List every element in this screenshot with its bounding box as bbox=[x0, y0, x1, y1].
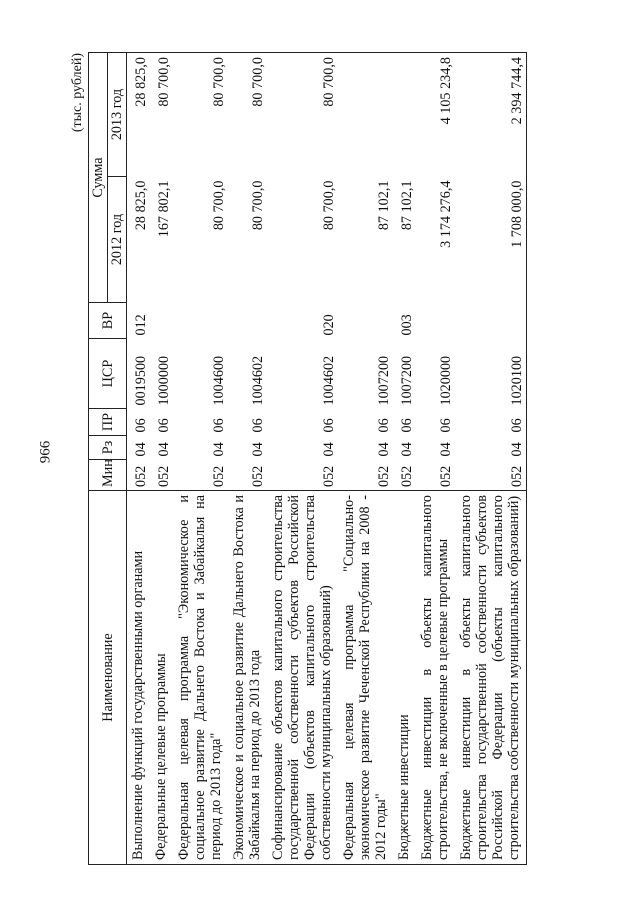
row-vr bbox=[173, 303, 228, 339]
row-rz: 04 bbox=[321, 442, 337, 457]
row-2013: 80 700,0 bbox=[228, 53, 267, 177]
row-rz: 04 bbox=[376, 442, 392, 457]
row-min: 052 bbox=[133, 465, 149, 487]
row-pr: 06 bbox=[376, 418, 392, 433]
row-pr: 06 bbox=[438, 418, 454, 433]
row-min: 052 bbox=[321, 465, 337, 487]
row-rz: 04 bbox=[399, 442, 415, 457]
row-2012: 80 700,0 bbox=[211, 180, 227, 231]
row-2013: 80 700,0 bbox=[150, 53, 173, 177]
table-header bbox=[89, 53, 127, 865]
row-2013 bbox=[393, 53, 416, 177]
row-name: Софинансирование объектов капитального строительства государственной собственности субъектов Российской Федерации (объектов капитального строительства собственности муниципальных образований) bbox=[267, 491, 338, 865]
row-csr: 1004602 bbox=[250, 355, 266, 406]
row-2012: 1 708 000,0 bbox=[455, 177, 527, 303]
header-vr: ВР bbox=[89, 303, 127, 339]
row-pr: 06 bbox=[211, 418, 227, 433]
row-2012: 87 102,1 bbox=[376, 180, 392, 231]
row-min: 052 bbox=[156, 465, 172, 487]
row-name: Бюджетные инвестиции в объекты капитального строительства государственной собственности субъектов Российской Федерации (объекты капитального строительства собственности муниципальных образований) bbox=[455, 491, 527, 865]
row-2012: 28 825,0 bbox=[133, 180, 149, 231]
row-rz: 04 bbox=[156, 442, 172, 457]
row-vr: 012 bbox=[133, 314, 149, 336]
row-pr: 06 bbox=[321, 418, 337, 433]
row-pr: 06 bbox=[133, 418, 149, 433]
row-csr: 1020000 bbox=[438, 355, 454, 406]
row-rz: 04 bbox=[455, 436, 527, 460]
table-row bbox=[150, 53, 173, 865]
row-2012: 3 174 276,4 bbox=[438, 180, 454, 248]
row-csr: 1000000 bbox=[156, 355, 172, 406]
row-pr: 06 bbox=[399, 418, 415, 433]
row-csr: 1020100 bbox=[455, 339, 527, 409]
row-min: 052 bbox=[211, 465, 227, 487]
header-name: Наименование bbox=[89, 491, 127, 865]
row-vr bbox=[150, 303, 173, 339]
table-row bbox=[173, 53, 228, 865]
row-2013: 2 394 744,4 bbox=[455, 53, 527, 177]
table-row bbox=[267, 53, 338, 865]
row-name: Федеральные целевые программы bbox=[150, 491, 173, 865]
row-min: 052 bbox=[376, 465, 392, 487]
header-sum: Сумма bbox=[89, 53, 108, 303]
table-row bbox=[228, 53, 267, 865]
header-csr: ЦСР bbox=[89, 339, 127, 409]
row-vr bbox=[455, 303, 527, 339]
row-pr: 06 bbox=[455, 409, 527, 436]
row-vr bbox=[228, 303, 267, 339]
table-row bbox=[393, 53, 416, 865]
header-min: Мин bbox=[89, 460, 127, 491]
row-csr: 1004600 bbox=[211, 355, 227, 406]
row-name: Экономическое и социальное развитие Дальнего Востока и Забайкалья на период до 2013 года bbox=[228, 491, 267, 865]
row-2013: 28 825,0 bbox=[127, 53, 151, 177]
table-row bbox=[455, 53, 527, 865]
row-min: 052 bbox=[250, 465, 266, 487]
row-2013: 4 105 234,8 bbox=[416, 53, 455, 177]
row-name: Бюджетные инвестиции в объекты капитального строительства, не включенные в целевые программы bbox=[416, 491, 455, 865]
header-2013: 2013 год bbox=[108, 53, 127, 177]
row-name: Федеральная целевая программа "Социально-экономическое развитие Чеченской Республики на 2008 - 2012 годы" bbox=[338, 491, 393, 865]
row-min: 052 bbox=[438, 465, 454, 487]
row-rz: 04 bbox=[133, 442, 149, 457]
header-2012: 2012 год bbox=[108, 177, 127, 303]
rotated-page bbox=[70, 45, 590, 865]
row-csr: 1007200 bbox=[376, 355, 392, 406]
row-name: Выполнение функций государственными органами bbox=[127, 491, 151, 865]
table-row bbox=[338, 53, 393, 865]
row-rz: 04 bbox=[211, 442, 227, 457]
budget-table bbox=[88, 52, 527, 865]
units-label: (тыс. рублей) bbox=[70, 53, 85, 133]
row-vr: 020 bbox=[321, 314, 337, 336]
row-2013 bbox=[338, 53, 393, 177]
row-csr: 0019500 bbox=[133, 355, 149, 406]
row-2012: 80 700,0 bbox=[321, 180, 337, 231]
table-row bbox=[416, 53, 455, 865]
row-name: Федеральная целевая программа "Экономическое и социальное развитие Дальнего Востока и Забайкалья на период до 2013 года" bbox=[173, 491, 228, 865]
table-row bbox=[127, 53, 151, 865]
row-2013: 80 700,0 bbox=[173, 53, 228, 177]
row-2012: 87 102,1 bbox=[399, 180, 415, 231]
row-vr bbox=[338, 303, 393, 339]
row-pr: 06 bbox=[250, 418, 266, 433]
row-rz: 04 bbox=[438, 442, 454, 457]
row-2013: 80 700,0 bbox=[267, 53, 338, 177]
header-rz: Рз bbox=[89, 436, 127, 460]
row-csr: 1007200 bbox=[399, 355, 415, 406]
row-pr: 06 bbox=[156, 418, 172, 433]
row-name: Бюджетные инвестиции bbox=[393, 491, 416, 865]
row-vr bbox=[416, 303, 455, 339]
row-rz: 04 bbox=[250, 442, 266, 457]
row-2012: 80 700,0 bbox=[250, 180, 266, 231]
row-csr: 1004602 bbox=[321, 355, 337, 406]
page-number: 966 bbox=[37, 440, 54, 464]
row-2012: 167 802,1 bbox=[156, 180, 172, 238]
row-min: 052 bbox=[399, 465, 415, 487]
header-pr: ПР bbox=[89, 409, 127, 436]
row-min: 052 bbox=[455, 460, 527, 491]
row-vr: 003 bbox=[399, 314, 415, 336]
